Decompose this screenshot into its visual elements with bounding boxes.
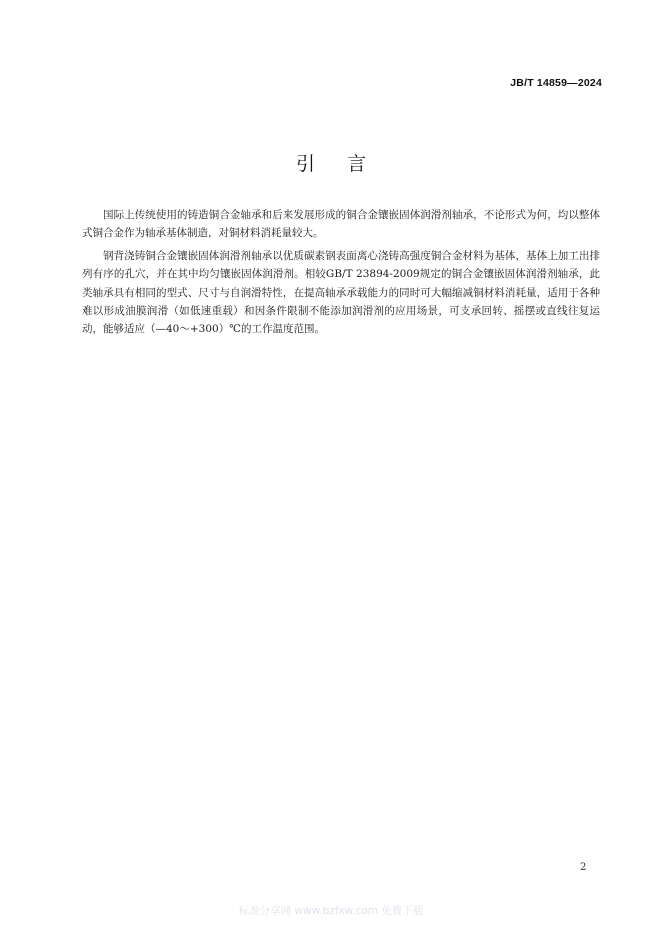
paragraph-2: 钢背浇铸铜合金镶嵌固体润滑剂轴承以优质碳素钢表面离心浇铸高强度铜合金材料为基体，基体上加工出排列有序的孔穴，并在其中均匀镶嵌固体润滑剂。相较GB/T 23894-2009规定的铜合金镶嵌固体润滑剂轴承，此类轴承具有相同的型式、尺寸与自润滑特性，在提高轴承承载能力的同时可大幅缩减铜材料消耗量，适用于各种难以形成油膜润滑（如低速重载）和因条件限制不能添加润滑剂的应用场景，可支承回转、摇摆或直线往复运动，能够适应（—40～+300）℃的工作温度范围。 bbox=[82, 249, 600, 336]
standard-number: JB/T 14859—2024 bbox=[510, 77, 602, 89]
paragraph-1: 国际上传统使用的铸造铜合金轴承和后来发展形成的铜合金镶嵌固体润滑剂轴承，不论形式为何，均以整体式铜合金作为轴承基体制造，对铜材料消耗量较大。 bbox=[82, 209, 600, 240]
watermark: 标准分享网 www.bzfxw.com 免费下载 bbox=[238, 905, 424, 917]
document-body bbox=[82, 206, 600, 343]
page-title: 引言 bbox=[295, 153, 398, 175]
page-number: 2 bbox=[580, 862, 587, 873]
